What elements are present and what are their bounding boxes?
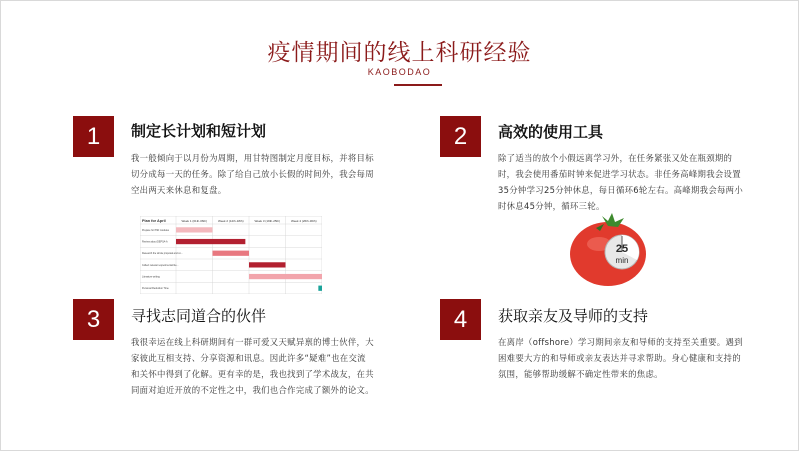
gantt-task-bar xyxy=(318,286,322,291)
section-2-body: 除了适当的放个小假远离学习外，在任务紧张又处在瓶颈期的时，我会使用番茄时钟来促进学习状态。非任务高峰期我会设置35分钟学习25分钟休息，每日循环6轮左右。高峰期我会每两小时休息45分钟，循环三轮。 xyxy=(498,153,744,211)
gantt-week-header: Week 4 (26th-30th) xyxy=(290,219,317,223)
gantt-week-header: Week 3 (19th-25th) xyxy=(254,219,281,223)
section-4-number: 4 xyxy=(440,299,481,340)
gantt-row-label: Literature writing xyxy=(142,275,160,279)
gantt-chart xyxy=(140,216,322,294)
section-4-body: 在离岸（offshore）学习期间亲友和导师的支持至关重要。遇到困难要大方的和导师或亲友表达并寻求帮助。身心健康和支持的氛围，能够帮助缓解不确定性带来的焦虑。 xyxy=(498,337,743,379)
timer-value: 25 xyxy=(615,243,629,255)
gantt-row-label: Personal Reduction Time xyxy=(142,287,169,291)
gantt-row-label: Prepare for PhD modules xyxy=(142,228,169,232)
tomato-timer-icon xyxy=(566,208,650,288)
section-3-number: 3 xyxy=(73,299,114,340)
tomato-timer xyxy=(566,208,650,288)
gantt-title: Plan for April xyxy=(142,219,166,223)
gantt-row-label: Research the whole proposal and co… xyxy=(142,252,184,256)
gantt-task-bar xyxy=(176,227,213,232)
page-subtitle: KAOBODAO xyxy=(367,67,432,77)
timer-unit: min xyxy=(615,256,629,265)
section-1-title: 制定长计划和短计划 xyxy=(131,122,267,140)
page-title: 疫情期间的线上科研经验 xyxy=(267,40,532,66)
gantt-chart-graphic xyxy=(140,216,322,294)
section-1-number: 1 xyxy=(73,116,114,157)
gantt-task-bar xyxy=(176,239,245,244)
gantt-task-bar xyxy=(249,262,286,267)
section-2-number: 2 xyxy=(440,116,481,157)
section-1-body: 我一般倾向于以月份为周期，用甘特图制定月度目标，并将目标切分成每一天的任务。除了给自己放小长假的时间外，我会每周空出两天来休息和复盘。 xyxy=(131,153,374,195)
gantt-row-label: Collect relevant experimental lite… xyxy=(142,263,179,267)
gantt-week-header: Week 1 (01th-06th) xyxy=(181,219,208,223)
section-4-title: 获取亲友及导师的支持 xyxy=(498,307,649,325)
section-3-body: 我很幸运在线上科研期间有一群可爱又天赋异禀的博士伙伴，大家彼此互相支持、分享资源和讯息。因此许多“疑难”也在交流和关怀中得到了化解。更有幸的是，我也找到了学术战友，在共同面对迫近开放的不定性之中，我们也合作完成了额外的论文。 xyxy=(131,337,374,395)
gantt-week-header: Week 2 (12th-18th) xyxy=(217,219,244,223)
gantt-row-label: Review about DEPSA-A xyxy=(142,240,168,244)
section-3-title: 寻找志同道合的伙伴 xyxy=(131,307,267,325)
title-underline xyxy=(394,84,442,86)
section-2-title: 高效的使用工具 xyxy=(498,123,604,141)
gantt-task-bar xyxy=(249,274,322,279)
gantt-task-bar xyxy=(213,251,250,256)
